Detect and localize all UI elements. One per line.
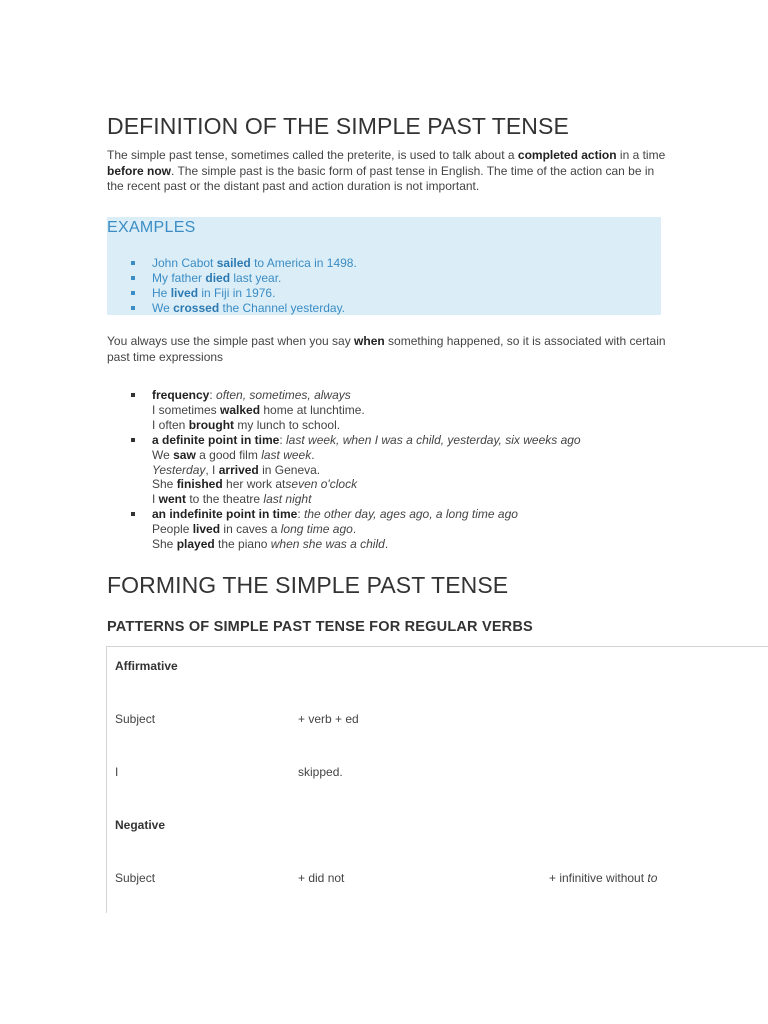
example-verb: finished [176, 477, 223, 492]
example-line [152, 537, 667, 552]
example-text: I sometimes [152, 402, 221, 417]
list-item [107, 301, 357, 316]
example-line [152, 477, 667, 492]
example-text: He [152, 286, 171, 300]
expression-terms: often, sometimes, always [216, 388, 351, 402]
intro-paragraph [107, 148, 667, 195]
example-text: in Fiji in 1976. [198, 286, 276, 300]
example-text: I [152, 492, 159, 507]
example-text: People [152, 522, 193, 537]
examples-box [107, 217, 661, 315]
expression-line [152, 433, 667, 448]
intro-text: The simple past tense, sometimes called the preterite, is used to talk about a [107, 148, 518, 162]
example-text: My father [152, 271, 206, 285]
example-verb: lived [170, 286, 199, 300]
example-text: the Channel yesterday. [219, 301, 346, 315]
expression-terms: the other day, ages ago, a long time ago [304, 507, 518, 522]
negative-label: Negative [115, 818, 166, 832]
list-item [107, 271, 357, 286]
list-item [107, 286, 357, 301]
example-verb: arrived [218, 462, 259, 477]
square-bullet-icon [131, 291, 135, 295]
para-text: something happened, so it is associated with certain past time expressions [107, 334, 666, 364]
page-title: DEFINITION OF THE SIMPLE PAST TENSE [107, 113, 569, 139]
example-text: in caves a [220, 522, 281, 537]
expression-line [152, 388, 667, 403]
examples-list [107, 256, 357, 316]
colon: : [279, 432, 287, 447]
square-bullet-icon [131, 393, 135, 397]
expression-label: an indefinite point in time [152, 507, 298, 522]
square-bullet-icon [131, 512, 135, 516]
section-title-forming: FORMING THE SIMPLE PAST TENSE [107, 572, 509, 598]
example-line [152, 403, 667, 418]
example-verb: sailed [216, 256, 251, 270]
example-line [152, 418, 667, 433]
example-verb: went [158, 492, 187, 507]
example-verb: played [176, 537, 215, 552]
example-text: her work at [222, 477, 286, 492]
example-text: John Cabot [152, 256, 217, 270]
example-italic: last night [263, 492, 312, 507]
example-verb: walked [220, 402, 261, 417]
aff-subject-cell: Subject [115, 712, 156, 726]
example-verb: lived [192, 522, 221, 537]
time-expressions-list [107, 388, 667, 552]
expression-label: a definite point in time [152, 432, 280, 447]
example-text: We [152, 301, 174, 315]
intro-text: in a time [616, 148, 666, 162]
example-line [152, 522, 667, 537]
aff-example-subject-cell: I [115, 765, 119, 779]
example-verb: crossed [173, 301, 220, 315]
example-text: She [152, 477, 177, 492]
list-item-frequency [107, 388, 667, 433]
expression-line [152, 507, 667, 522]
aff-formula-cell: + verb + ed [298, 712, 359, 726]
colon: : [209, 388, 217, 402]
aff-example-verb-cell: skipped. [298, 765, 343, 779]
time-expressions-paragraph [107, 334, 667, 365]
para-text: You always use the simple past when you say [107, 334, 355, 348]
neg-infinitive-cell [549, 871, 657, 885]
example-text: to the theatre [186, 492, 264, 507]
example-italic: long time ago [280, 522, 353, 537]
example-line [152, 492, 667, 507]
patterns-table [106, 646, 768, 913]
neg-subject-cell: Subject [115, 871, 156, 885]
intro-bold-completed-action: completed action [517, 148, 617, 162]
example-text: . [311, 447, 315, 462]
example-italic: last week [261, 447, 312, 462]
example-text: my lunch to school. [234, 417, 341, 432]
example-text: , I [205, 462, 219, 477]
infinitive-to-italic: to [647, 871, 658, 885]
intro-text: . The simple past is the basic form of past tense in English. The time of the action can be in the recent past or the distant past and action duration is not important. [107, 163, 655, 193]
list-item-definite [107, 433, 667, 508]
list-item [107, 256, 357, 271]
expression-terms: last week, when I was a child, yesterday, six weeks ago [286, 432, 581, 447]
example-italic: seven o'clock [285, 477, 358, 492]
expression-label: frequency [152, 388, 210, 402]
square-bullet-icon [131, 261, 135, 265]
neg-did-not-cell: + did not [298, 871, 345, 885]
square-bullet-icon [131, 438, 135, 442]
para-bold-when: when [354, 334, 385, 348]
square-bullet-icon [131, 306, 135, 310]
list-item-indefinite [107, 507, 667, 552]
example-italic: Yesterday [152, 462, 206, 477]
example-verb: died [205, 271, 231, 285]
example-text: last year. [230, 271, 282, 285]
example-text: . [352, 522, 357, 537]
example-text: to America in 1498. [250, 256, 357, 270]
intro-bold-before-now: before now [107, 163, 172, 178]
example-verb: brought [188, 417, 235, 432]
example-line [152, 448, 667, 463]
example-text: a good film [195, 447, 262, 462]
example-verb: saw [173, 447, 196, 462]
example-italic: when she was a child [270, 537, 385, 552]
examples-heading: EXAMPLES [107, 219, 196, 236]
example-text: I often [152, 417, 189, 432]
square-bullet-icon [131, 276, 135, 280]
example-text: . [384, 537, 389, 552]
example-text: in Geneva. [258, 462, 321, 477]
colon: : [297, 507, 305, 522]
example-text: We [152, 447, 174, 462]
example-text: home at lunchtime. [260, 402, 365, 417]
affirmative-label: Affirmative [115, 659, 178, 673]
example-text: the piano [214, 537, 271, 552]
example-line [152, 463, 667, 478]
infinitive-text: + infinitive without [549, 871, 648, 885]
example-text: She [152, 537, 177, 552]
patterns-title: PATTERNS OF SIMPLE PAST TENSE FOR REGULAR VERBS [107, 619, 533, 635]
